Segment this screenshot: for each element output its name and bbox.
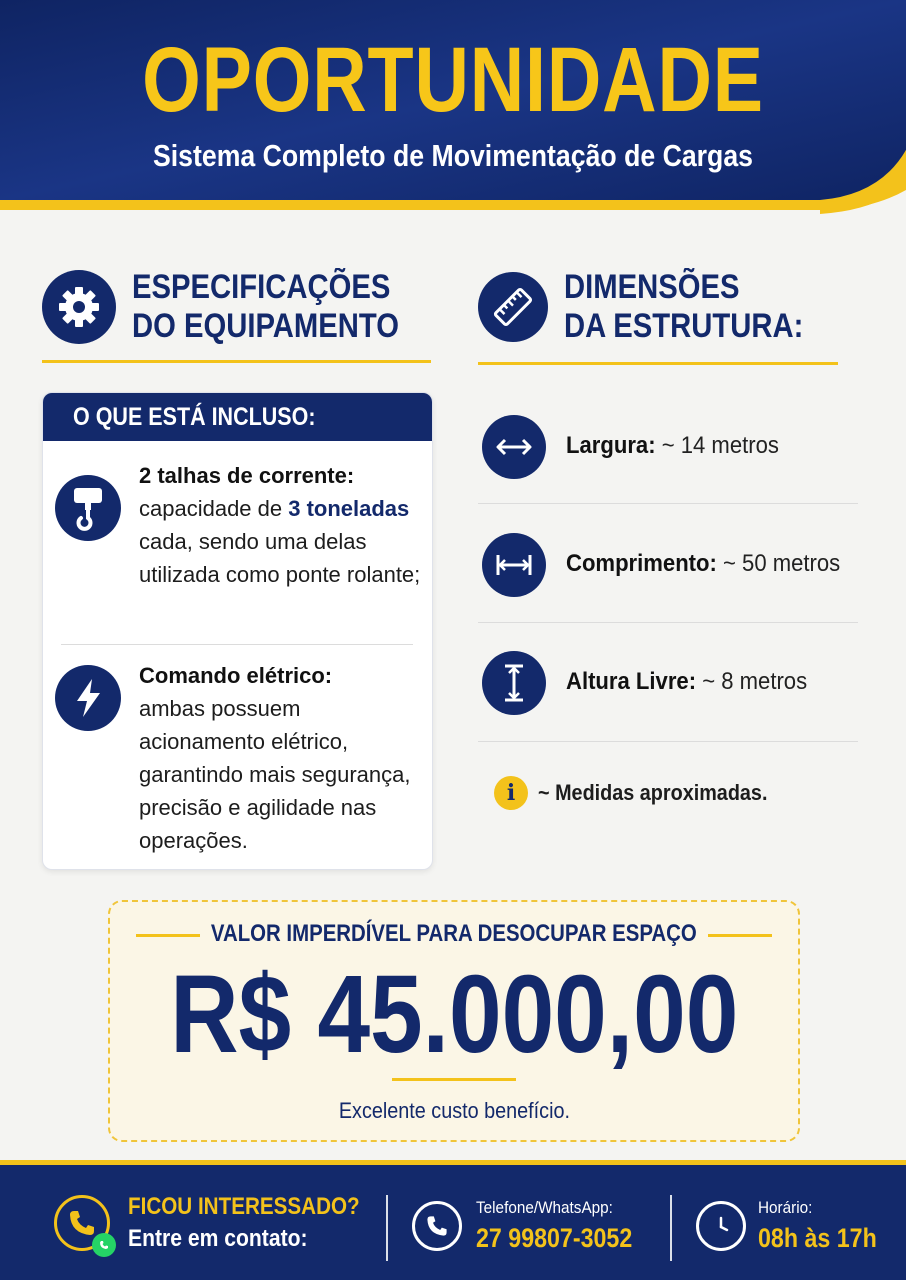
dimensions-title — [564, 268, 803, 346]
approx-note-text: ~ Medidas aproximadas. — [538, 780, 768, 805]
info-icon: i — [494, 776, 528, 810]
hours-label: Horário: — [758, 1198, 813, 1217]
price-label — [110, 920, 798, 948]
dimensions-title-line2: DA ESTRUTURA: — [564, 306, 804, 345]
dimension-divider — [478, 622, 858, 623]
dimensions-title-line1: DIMENSÕES — [564, 268, 740, 306]
cta-heading: FICOU INTERESSADO? — [128, 1193, 360, 1220]
crane-hook-icon — [55, 475, 121, 541]
ruler-icon — [478, 272, 548, 342]
electric-control-description — [139, 659, 429, 857]
price-label-text: VALOR IMPERDÍVEL PARA DESOCUPAR ESPAÇO — [211, 920, 697, 947]
specs-title — [132, 268, 399, 346]
cta-subheading: Entre em contato: — [128, 1225, 308, 1252]
card-divider — [61, 644, 413, 645]
specs-title-line1: ESPECIFICAÇÕES — [132, 268, 391, 306]
height-text — [566, 668, 807, 696]
page-subtitle: Sistema Completo de Movimentação de Cargas — [152, 138, 754, 173]
phone-icon — [412, 1201, 462, 1251]
included-header-label: O QUE ESTÁ INCLUSO: — [73, 402, 316, 431]
included-item-hoists — [43, 459, 432, 639]
length-text — [566, 550, 840, 578]
price-note-text: Excelente custo benefício. — [338, 1098, 570, 1123]
hoists-title: 2 talhas de corrente: — [139, 463, 355, 488]
specs-heading — [42, 268, 442, 346]
contact-footer — [0, 1160, 906, 1280]
included-card-header — [43, 393, 432, 441]
hoists-text-before: capacidade de — [139, 496, 289, 521]
hours-value: 08h às 17h — [758, 1223, 877, 1253]
phone-label: Telefone/WhatsApp: — [476, 1198, 613, 1217]
included-item-electric-control — [43, 659, 432, 859]
vertical-height-icon — [482, 651, 546, 715]
price-box — [108, 900, 800, 1142]
horizontal-arrows-icon — [482, 415, 546, 479]
dimension-row-width — [478, 388, 858, 508]
lightning-bolt-icon — [55, 665, 121, 731]
specs-title-line2: DO EQUIPAMENTO — [132, 306, 399, 345]
price-value-text: R$ 45.000,00 — [169, 953, 739, 1076]
height-label: Altura Livre: — [566, 668, 697, 695]
included-card — [42, 392, 433, 870]
dimension-row-height — [478, 624, 858, 744]
page-title: OPORTUNIDADE — [142, 29, 764, 131]
length-measure-icon — [482, 533, 546, 597]
specs-underline — [42, 360, 431, 363]
whatsapp-icon — [92, 1233, 116, 1257]
width-label: Largura: — [566, 432, 656, 459]
height-value: ~ 8 metros — [696, 668, 808, 695]
dimension-divider — [478, 741, 858, 742]
hoists-description — [139, 459, 429, 591]
footer-separator — [670, 1195, 672, 1261]
footer-separator — [386, 1195, 388, 1261]
price-note — [110, 1098, 798, 1124]
hoists-text-after: cada, sendo uma delas utilizada como ponte rolante; — [139, 529, 421, 587]
hoists-capacity-highlight: 3 toneladas — [288, 496, 410, 521]
dimensions-underline — [478, 362, 838, 365]
dimensions-heading — [478, 268, 842, 346]
length-label: Comprimento: — [566, 550, 717, 577]
price-value — [110, 953, 798, 1076]
header-banner — [0, 0, 906, 225]
width-text — [566, 432, 779, 460]
dimension-row-length — [478, 506, 858, 626]
length-value: ~ 50 metros — [716, 550, 841, 577]
price-separator — [392, 1078, 516, 1081]
clock-icon — [696, 1201, 746, 1251]
electric-control-title: Comando elétrico: — [139, 663, 333, 688]
approx-note — [494, 776, 793, 810]
dimension-divider — [478, 503, 858, 504]
phone-number-link[interactable]: 27 99807-3052 — [476, 1223, 633, 1253]
width-value: ~ 14 metros — [655, 432, 779, 459]
electric-control-text: ambas possuem acionamento elétrico, garantindo mais segurança, precisão e agilidade nas operações. — [139, 696, 411, 853]
gear-icon — [42, 270, 116, 344]
